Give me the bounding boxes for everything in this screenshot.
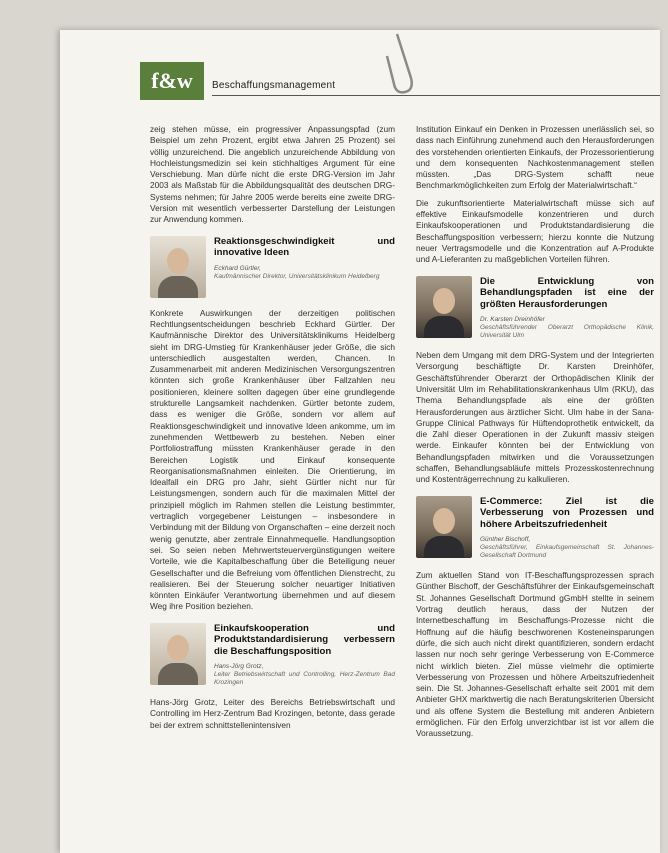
speaker-box-grotz	[150, 623, 395, 688]
speaker-heading: Reaktionsgeschwindigkeit und innovative Ideen	[214, 235, 395, 259]
left-closing-paragraph: Hans-Jörg Grotz, Leiter des Bereichs Betriebswirtschaft und Controlling im Herz-Zentrum Bad Krozingen, betonte, dass gerade bei der extrem schnittstellenintensiven	[150, 697, 395, 730]
speaker-box-bischoff	[416, 496, 654, 561]
left-intro-paragraph: zeig stehen müsse, ein progressiver Anpassungspfad (zum Beispiel um zehn Prozent, ergibt etwa Jahren 25 Prozent) sei völlig unzureichend. Die angeblich unzureichende Abbildung von Hochleistungsmedizin sei kein stichhaltiges Argument für eine Verschiebung. Man dürfe nicht die erste DRG-Version im Jahr 2003 als Maßstab für die Abbildungsqualität des deutschen DRG-Systems nehmen; für Jahre 2005 werde bereits eine zweite DRG-Version mit wesentlich verbesserter Darstellung der Leistungen zur Anwendung kommen.	[150, 124, 395, 225]
speaker-photo	[150, 236, 206, 298]
speaker-name: Günther Bischoff,	[480, 536, 531, 544]
speaker-role: Geschäftsführer, Einkaufsgemeinschaft St. Johannes-Gesellschaft Dortmund	[480, 544, 654, 560]
right-second-paragraph: Die zukunftsorientierte Materialwirtschaft müsse sich auf effektive Einkaufsmodelle konzentrieren und durch Einkaufskooperationen und Produktstandardisierung die Beschaffungsposition verbessern; hierzu konnte die Nutzung neuer Vertragsmodelle und die Konzentration auf A-Produkte und A-Lieferanten zu maßgeblichen Vorteilen führen.	[416, 197, 654, 265]
speaker-photo	[416, 276, 472, 338]
speaker-box-guertler	[150, 236, 395, 298]
left-body-paragraph: Konkrete Auswirkungen der derzeitigen politischen Rechtlungsentscheidungen beschrieb Eckhard Gürtler. Der Kaufmännische Direktor des Universitätsklinikums Heidelberg sieht im DRG-Umstieg für Krankenhäuser jeder Größe, die sich unterschiedlich ausgestalten werden, Chancen. In Zusammenarbeit mit anderen Medizinischen Versorgungszentren könnten sich große Krankenhäuser über Fallzahlen neu positionieren, kleinere sollten dagegen über eine grundlegende strukturelle Langsamkeit nachdenken. Gürtler betonte zudem, dass es weniger die Größe, sondern vor allem auf Reaktionsgeschwindigkeit und innovative Ideen ankomme, um im zunehmenden Wettbewerb zu bestehen. Neben einer Portfoliostraffung müssten Krankenhäuser gerade in den Bereichen Logistik und Einkauf konsequente Reorganisationsmaßnahmen einleiten. Die Orientierung, im Idealfall ein DRG pro Jahr, sieht Gürtler nicht nur für Leistungsmengen, sondern auch für die maximalen Mittel der prinzipiell möglich im Rahmen stellen die Leistung bestimmter, vertraglich vorgegebener Leistungen – insbesondere in Verbindung mit der Bildung von Organschaften – eine derzeit noch wenig genutzte, aber zentrale Einnahmequelle. Handlungsoption sei. So seien neben Mehrwertsteuervergünstigungen weitere Vorteile, wie die Kapitalbeschaffung über die Beteiligung neuer Gesellschafter und die Befreiung vom öffentlichen Dienstrecht, zu realisieren. Bei der Steuerung solcher neuartiger Initiativen könnten Einkäufer Verantwortung übernehmen und auf diesem Weg ihre Position beziehen.	[150, 307, 395, 612]
magazine-logo: f&w	[140, 62, 204, 100]
speaker-photo	[150, 623, 206, 685]
speaker-role: Kaufmännischer Direktor, Universitätsklinikum Heidelberg	[214, 272, 380, 280]
speaker-box-dreinhoefer	[416, 276, 654, 341]
speaker-name: Dr. Karsten Dreinhöfer	[480, 316, 545, 324]
right-column	[416, 124, 654, 746]
speaker-name: Hans-Jörg Grotz,	[214, 663, 264, 671]
speaker-name: Eckhard Gürtler,	[214, 264, 261, 272]
left-column	[150, 124, 395, 737]
speaker-heading: Die Entwicklung von Behandlungspfaden ist eine der größten Herausforderungen	[480, 275, 654, 310]
right-closing-paragraph: Zum aktuellen Stand von IT-Beschaffungsprozessen sprach Günther Bischoff, der Geschäftsführer der Einkaufsgemeinschaft St. Johannes Gesellschaft Dortmund gGmbH stellte in seinem Vortrag deutlich heraus, dass der Nutzen der Internetbeschaffung im Beschaffungs-Prozesse nicht die Hoffnung auf die häufig beschworenen Kosteneinsparungen dürfe, die sich auch nicht direkt quantifizieren, sondern erdacht lassen nur noch sehr geringe Verbesserung von E-Commerce nicht wirklich bieten. Ziel müsse vielmehr die optimierte Verbesserung von Prozessen und höhere Arbeitszufriedenheit sein. Die St. Johannes-Gesellschaft erhalte seit 2001 mit dem Anbieter GHX marktwertig die nach Beratungskriterien Übersicht und als offene System die Bestellung mit anderen Anbietern ermöglichen. Für den Erfolg unverzichtbar ist ist vor allem die Voraussetzung.	[416, 570, 654, 739]
right-body-paragraph: Neben dem Umgang mit dem DRG-System und der Integrierten Versorgung beschäftigte Dr. Karsten Dreinhöfer, Geschäftsführender Oberarzt der Orthopädischen Klinik der Universität Ulm im Rehabilitationskrankenhaus Ulm (RKU), das Thema Behandlungspfade als eine der größten Herausforderungen aus ärztlicher Sicht. Ulm habe in der Sana-Gruppe Clinical Pathways für Hüftendoprothetik entwickelt, da die Zahl dieser Operationen in der Zukunft massiv steigen werde. Einkaufer könnten bei der Entwicklung von Behandlungspfaden mitwirken und die Voraussetzungen schaffen, Behandlungsabläufe mittels Prozesskostenrechnung und Kostenträgerrechnung zu kalkulieren.	[416, 350, 654, 485]
speaker-photo	[416, 496, 472, 558]
section-title: Beschaffungsmanagement	[212, 80, 336, 91]
right-intro-paragraph: Institution Einkauf ein Denken in Prozessen unerlässlich sei, so dass nach Einführung zunehmend auch den Herausforderungen des vorstehenden orientierten Einkaufs, der Prozessorientierung und dem konsequenten Nachkostenmanagement stellen müssten. „Das DRG-System schafft neue Benchmarkmöglichkeiten zum Erfolg der Materialwirtschaft.“	[416, 124, 654, 191]
speaker-role: Geschäftsführender Oberarzt Orthopädische Klinik, Universität Ulm	[480, 324, 654, 340]
speaker-heading: E-Commerce: Ziel ist die Verbesserung von Prozessen und höhere Arbeitszufriedenheit	[480, 495, 654, 530]
header-divider	[212, 95, 660, 96]
page-header	[140, 62, 660, 102]
speaker-heading: Einkaufskooperation und Produktstandardisierung verbessern die Beschaffungsposition	[214, 622, 395, 657]
speaker-role: Leiter Betriebswirtschaft und Controlling, Herz-Zentrum Bad Krozingen	[214, 671, 395, 687]
